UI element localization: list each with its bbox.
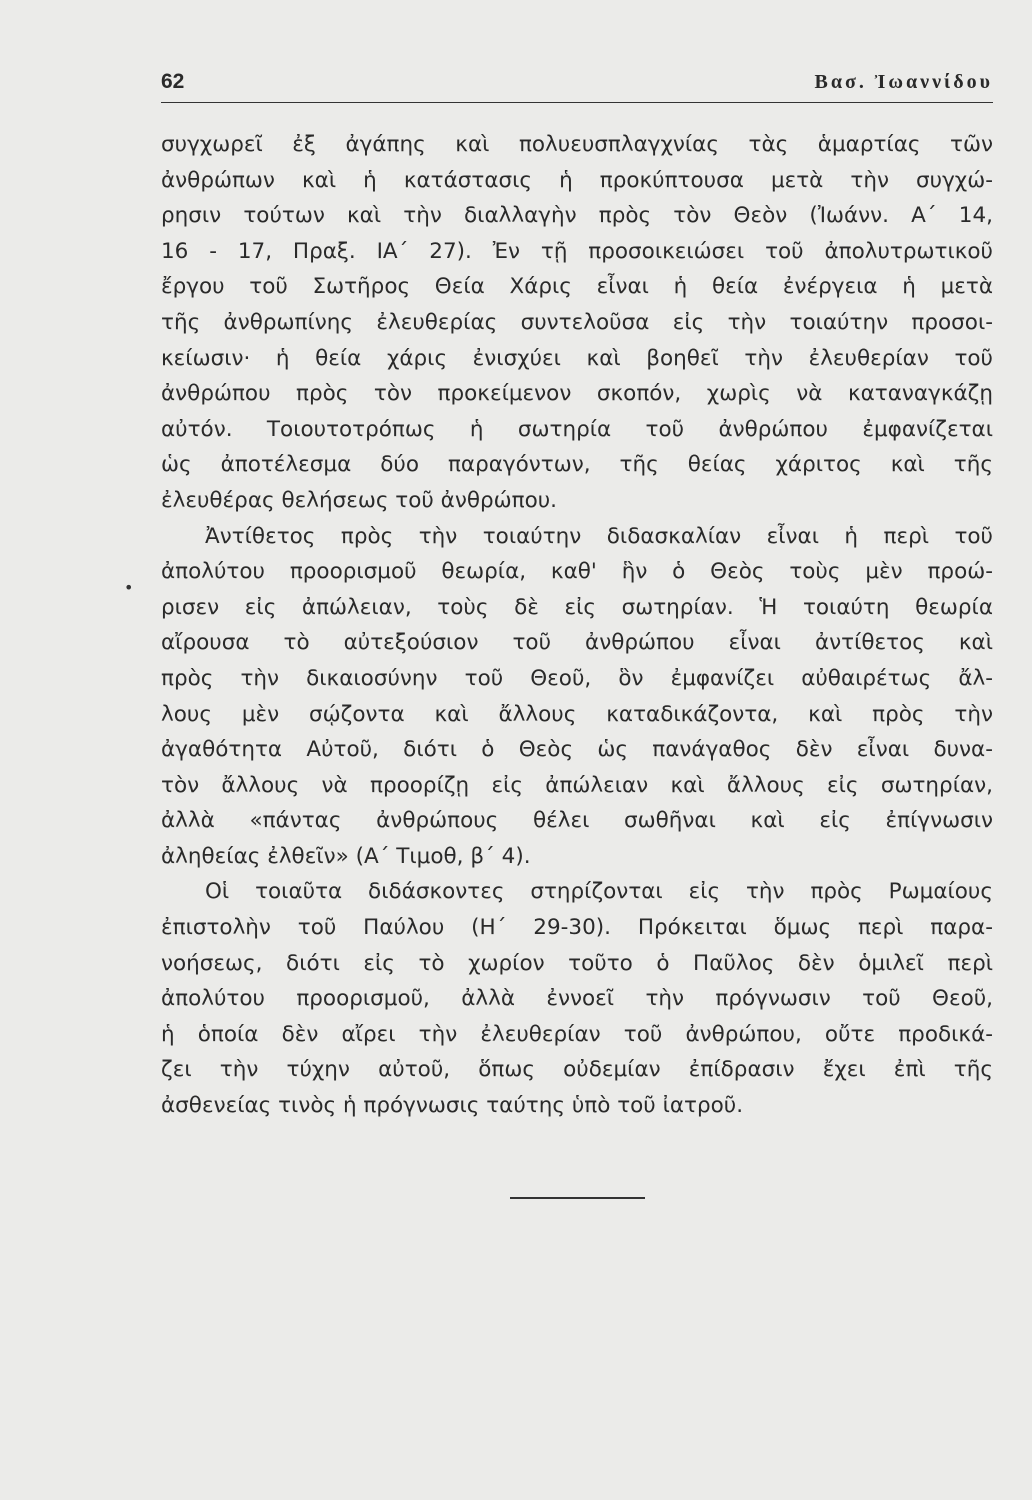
text-line: αἴρουσα τὸ αὐτεξούσιον τοῦ ἀνθρώπου εἶναι ἀντίθετος καὶ: [161, 630, 993, 656]
text-line: ζει τὴν τύχην αὐτοῦ, ὅπως οὐδεμίαν ἐπίδρασιν ἔχει ἐπὶ τῆς: [161, 1057, 993, 1083]
paragraph-start-line: Ἀντίθετος πρὸς τὴν τοιαύτην διδασκαλίαν εἶναι ἡ περὶ τοῦ: [205, 523, 993, 549]
text-line: ἀπολύτου προορισμοῦ, ἀλλὰ ἐννοεῖ τὴν πρόγνωσιν τοῦ Θεοῦ,: [161, 986, 993, 1012]
text-line: ἐπιστολὴν τοῦ Παύλου (Η΄ 29-30). Πρόκειται ὅμως περὶ παρα-: [161, 915, 993, 941]
text-line: κείωσιν· ἡ θεία χάρις ἐνισχύει καὶ βοηθεῖ τὴν ἐλευθερίαν τοῦ: [161, 345, 993, 371]
paragraph-end-line: ἀληθείας ἐλθεῖν» (Α΄ Τιμοθ, β΄ 4).: [161, 843, 531, 869]
text-line: λους μὲν σῴζοντα καὶ ἄλλους καταδικάζοντα, καὶ πρὸς τὴν: [161, 701, 993, 727]
text-line: νοήσεως, διότι εἰς τὸ χωρίον τοῦτο ὁ Παῦλος δὲν ὁμιλεῖ περὶ: [161, 950, 993, 976]
text-line: τὸν ἄλλους νὰ προορίζῃ εἰς ἀπώλειαν καὶ ἄλλους εἰς σωτηρίαν,: [161, 772, 993, 798]
paragraph-start-line: Οἱ τοιαῦτα διδάσκοντες στηρίζονται εἰς τὴν πρὸς Ρωμαίους: [205, 879, 993, 905]
body-text: [161, 127, 993, 1124]
text-line: ἀλλὰ «πάντας ἀνθρώπους θέλει σωθῆναι καὶ εἰς ἐπίγνωσιν: [161, 808, 993, 834]
text-line: ὡς ἀποτέλεσμα δύο παραγόντων, τῆς θείας χάριτος καὶ τῆς: [161, 452, 993, 478]
text-line: τῆς ἀνθρωπίνης ἐλευθερίας συντελοῦσα εἰς τὴν τοιαύτην προσοι-: [161, 309, 993, 335]
paragraph-end-line: ἀσθενείας τινὸς ἡ πρόγνωσις ταύτης ὑπὸ τοῦ ἰατροῦ.: [161, 1093, 744, 1119]
text-line: ρισεν εἰς ἀπώλειαν, τοὺς δὲ εἰς σωτηρίαν. Ἡ τοιαύτη θεωρία: [161, 594, 993, 620]
text-line: πρὸς τὴν δικαιοσύνην τοῦ Θεοῦ, ὃν ἐμφανίζει αὐθαιρέτως ἄλ-: [161, 665, 993, 691]
text-line: αὐτόν. Τοιουτοτρόπως ἡ σωτηρία τοῦ ἀνθρώπου ἐμφανίζεται: [161, 416, 993, 442]
margin-dot-mark: •: [124, 578, 134, 597]
section-end-rule: [510, 1197, 645, 1199]
paragraph-end-line: ἐλευθέρας θελήσεως τοῦ ἀνθρώπου.: [161, 487, 558, 513]
page-header: [161, 68, 993, 100]
page-number: 62: [161, 70, 185, 93]
header-rule: [161, 102, 993, 103]
text-line: συγχωρεῖ ἐξ ἀγάπης καὶ πολυευσπλαγχνίας τὰς ἁμαρτίας τῶν: [161, 132, 993, 157]
text-line: ἡ ὁποία δὲν αἴρει τὴν ἐλευθερίαν τοῦ ἀνθρώπου, οὔτε προδικά-: [161, 1021, 993, 1047]
text-line: ἀνθρώπου πρὸς τὸν προκείμενον σκοπόν, χωρὶς νὰ καταναγκάζῃ: [161, 381, 993, 407]
running-head-author: Βασ. Ἰωαννίδου: [814, 71, 993, 93]
text-line: ἀγαθότητα Αὐτοῦ, διότι ὁ Θεὸς ὡς πανάγαθος δὲν εἶναι δυνα-: [161, 737, 993, 763]
text-line: ἀνθρώπων καὶ ἡ κατάστασις ἡ προκύπτουσα μετὰ τὴν συγχώ-: [161, 167, 993, 193]
text-line: ἔργου τοῦ Σωτῆρος Θεία Χάρις εἶναι ἡ θεία ἐνέργεια ἡ μετὰ: [161, 274, 993, 300]
text-line: ἀπολύτου προορισμοῦ θεωρία, καθ' ἣν ὁ Θεὸς τοὺς μὲν προώ-: [161, 559, 993, 585]
text-line: 16 - 17, Πραξ. ΙΑ΄ 27). Ἐν τῇ προσοικειώσει τοῦ ἀπολυτρωτικοῦ: [161, 238, 993, 264]
text-line: ρησιν τούτων καὶ τὴν διαλλαγὴν πρὸς τὸν Θεὸν (Ἰωάνν. Α΄ 14,: [161, 203, 993, 229]
